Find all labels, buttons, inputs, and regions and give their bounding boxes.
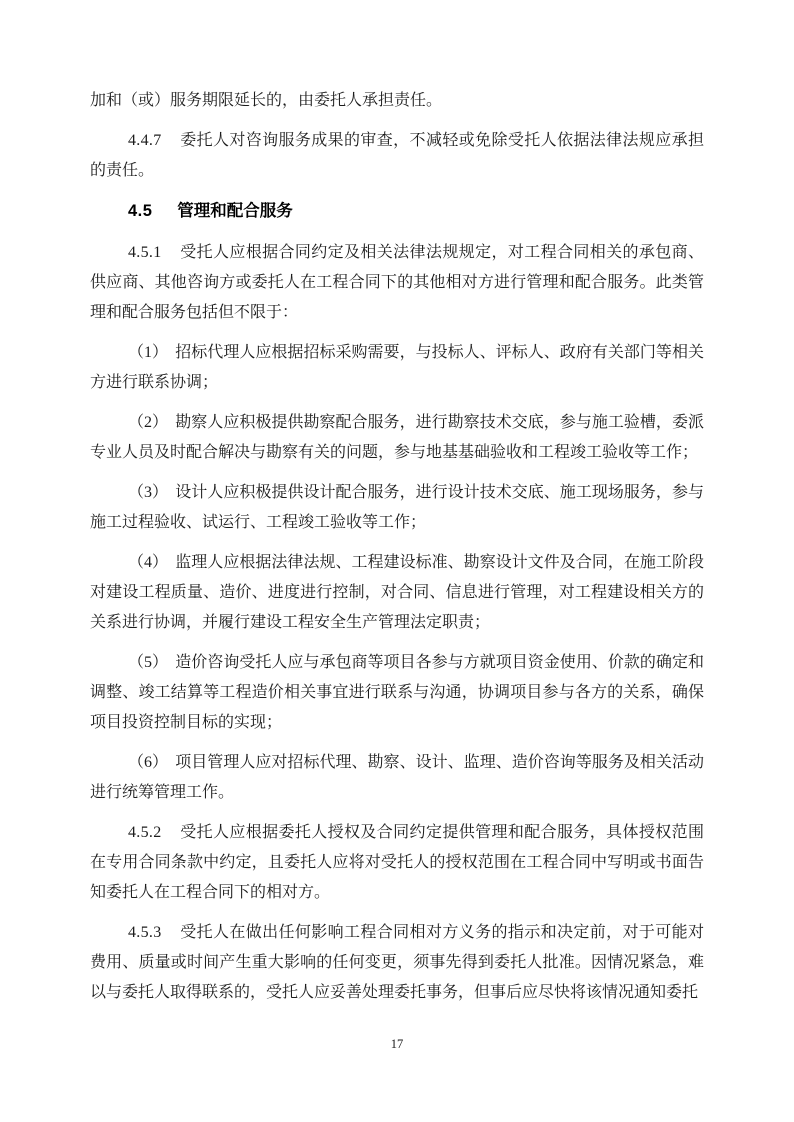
heading-number: 4.5 xyxy=(128,202,153,220)
list-item-3 xyxy=(90,478,704,538)
list-item-1 xyxy=(90,338,704,398)
paragraph-clause-4-4-7 xyxy=(90,126,704,186)
clause-number: 4.5.3 xyxy=(128,924,162,941)
list-item-6 xyxy=(90,748,704,808)
clause-text: 委托人对咨询服务成果的审查，不减轻或免除受托人依据法律法规应承担的责任。 xyxy=(90,132,704,179)
list-item-2 xyxy=(90,408,704,468)
item-text: 项目管理人应对招标代理、勘察、设计、监理、造价咨询等服务及相关活动进行统筹管理工作。 xyxy=(90,754,704,801)
paragraph-continuation xyxy=(90,86,704,116)
item-number: （5） xyxy=(128,654,169,671)
item-number: （3） xyxy=(128,484,169,501)
item-number: （1） xyxy=(128,344,169,361)
list-item-5 xyxy=(90,648,704,738)
page-body xyxy=(90,86,704,1018)
section-heading-4-5 xyxy=(90,196,704,226)
paragraph-clause-4-5-2 xyxy=(90,818,704,908)
list-item-4 xyxy=(90,548,704,638)
clause-number: 4.5.1 xyxy=(128,244,162,261)
item-text: 监理人应根据法律法规、工程建设标准、勘察设计文件及合同，在施工阶段对建设工程质量、造价、进度进行控制，对合同、信息进行管理，对工程建设相关方的关系进行协调，并履行建设工程安全生产管理法定职责； xyxy=(90,554,704,631)
clause-number: 4.5.2 xyxy=(128,824,162,841)
paragraph-clause-4-5-3 xyxy=(90,918,704,1008)
clause-number: 4.4.7 xyxy=(128,132,162,149)
clause-text: 受托人应根据合同约定及相关法律法规规定，对工程合同相关的承包商、供应商、其他咨询方或委托人在工程合同下的其他相对方进行管理和配合服务。此类管理和配合服务包括但不限于： xyxy=(90,244,704,321)
paragraph-text: 加和（或）服务期限延长的，由委托人承担责任。 xyxy=(90,92,443,109)
item-text: 勘察人应积极提供勘察配合服务，进行勘察技术交底，参与施工验槽，委派专业人员及时配合解决与勘察有关的问题，参与地基基础验收和工程竣工验收等工作； xyxy=(90,414,704,461)
item-number: （2） xyxy=(128,414,169,431)
page-number: 17 xyxy=(390,1037,404,1051)
item-number: （4） xyxy=(128,554,169,571)
item-text: 设计人应积极提供设计配合服务，进行设计技术交底、施工现场服务，参与施工过程验收、试运行、工程竣工验收等工作； xyxy=(90,484,704,531)
heading-title: 管理和配合服务 xyxy=(177,202,293,220)
item-number: （6） xyxy=(128,754,169,771)
clause-text: 受托人应根据委托人授权及合同约定提供管理和配合服务，具体授权范围在专用合同条款中约定，且委托人应将对受托人的授权范围在工程合同中写明或书面告知委托人在工程合同下的相对方。 xyxy=(90,824,704,901)
item-text: 造价咨询受托人应与承包商等项目各参与方就项目资金使用、价款的确定和调整、竣工结算等工程造价相关事宜进行联系与沟通，协调项目参与各方的关系，确保项目投资控制目标的实现； xyxy=(90,654,704,731)
clause-text: 受托人在做出任何影响工程合同相对方义务的指示和决定前，对于可能对费用、质量或时间产生重大影响的任何变更，须事先得到委托人批准。因情况紧急，难以与委托人取得联系的，受托人应妥善处理委托事务，但事后应尽快将该情况通知委托 xyxy=(90,924,704,1001)
item-text: 招标代理人应根据招标采购需要，与投标人、评标人、政府有关部门等相关方进行联系协调； xyxy=(90,344,704,391)
paragraph-clause-4-5-1 xyxy=(90,238,704,328)
